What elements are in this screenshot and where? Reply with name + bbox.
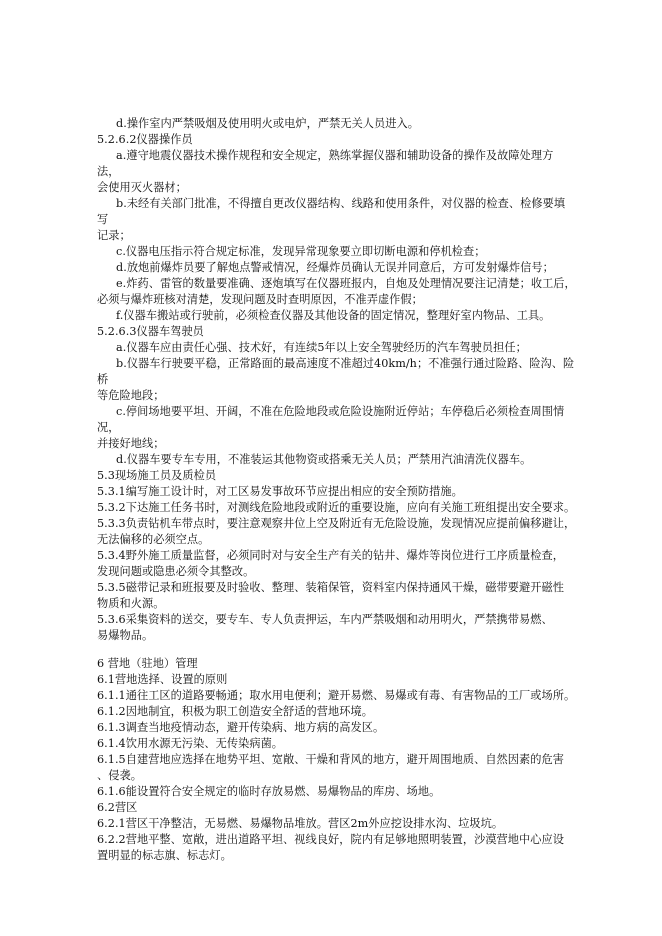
section-heading: 6.2营区 [97, 801, 138, 814]
text-line: a.遵守地震仪器技术操作规程和安全规定，熟练掌握仪器和辅助设备的操作及故障处理方 [116, 149, 554, 162]
text-line: 6.1.6能设置符合安全规定的临时存放易燃、易爆物品的库房、场地。 [97, 785, 441, 798]
text-line: 必须与爆炸班核对清楚，发现问题及时查明原因，不准弄虚作假； [97, 293, 423, 306]
text-line: 5.3.5磁带记录和班报要及时验收、整理、装箱保管，资料室内保持通风干燥，磁带要避开磁性 [97, 581, 564, 594]
text-line: 5.3.4野外施工质量监督，必须同时对与安全生产有关的钻井、爆炸等岗位进行工序质量检查， [97, 549, 564, 562]
text-line: 桥 [97, 373, 109, 386]
section-heading: 5.2.6.2仪器操作员 [97, 133, 193, 146]
text-line: 5.3.3负责钻机车带点时，要注意观察井位上空及附近有无危险设施，发现情况应提前偏移避让， [97, 517, 576, 530]
text-line: 物质和火源。 [97, 597, 165, 610]
text-line: 况， [97, 421, 120, 434]
text-line: d.操作室内严禁吸烟及使用明火或电炉，严禁无关人员进入。 [116, 117, 419, 130]
text-line: 6.1.3调查当地疫情动态，避开传染病、地方病的高发区。 [97, 721, 385, 734]
text-line: c.仪器电压指示符合规定标准，发现异常现象要立即切断电源和停机检查； [116, 245, 486, 258]
text-line: b.未经有关部门批准，不得擅自更改仪器结构、线路和使用条件，对仪器的检查、检修要填 [116, 197, 566, 210]
chapter-heading: 6 营地（驻地）管理 [97, 657, 198, 670]
text-line: 6.2.1营区干净整洁，无易燃、易爆物品堆放。营区2m外应挖设排水沟、垃圾坑。 [97, 817, 504, 830]
text-line: 记录； [97, 229, 131, 242]
section-heading: 5.3现场施工员及质检员 [97, 469, 217, 482]
text-line: 6.1.1通往工区的道路要畅通；取水用电便利；避开易燃、易爆或有毒、有害物品的工厂或场所。 [97, 689, 576, 702]
text-line: 并接好地线； [97, 437, 165, 450]
text-line: 会使用灭火器材； [97, 181, 187, 194]
text-line: 无法偏移的必须空点。 [97, 533, 210, 546]
text-line: 发现问题或隐患必须令其整改。 [97, 565, 255, 578]
section-heading: 5.2.6.3仪器车驾驶员 [97, 325, 204, 338]
text-line: 6.2.2营地平整、宽敞，进出道路平坦、视线良好，院内有足够地照明装置，沙漠营地中心应设 [97, 833, 564, 846]
text-line: 6.1.4饮用水源无污染、无传染病菌。 [97, 737, 284, 750]
text-line: 法， [97, 165, 120, 178]
text-line: 6.1.5自建营地应选择在地势平坦、宽敞、干燥和背风的地方，避开周围地质、自然因素的危害 [97, 753, 564, 766]
text-line: 5.3.6采集资料的送交，要专车、专人负责押运，车内严禁吸烟和动用明火，严禁携带易燃、 [97, 613, 553, 626]
text-line: f.仪器车搬站或行驶前，必须检查仪器及其他设备的固定情况，整理好室内物品、工具。 [116, 309, 551, 322]
text-line: 6.1.2因地制宜，积极为职工创造安全舒适的营地环境。 [97, 705, 373, 718]
text-line: d.放炮前爆炸员要了解炮点警戒情况，经爆炸员确认无误并同意后，方可发射爆炸信号； [116, 261, 554, 274]
text-line: c.停间场地要平坦、开阔，不准在危险地段或危险设施附近停站；车停稳后必须检查周围情 [116, 405, 565, 418]
text-line: 5.3.2下达施工任务书时，对测线危险地段或附近的重要设施，应向有关施工班组提出安全要求。 [97, 501, 576, 514]
text-line: b.仪器车行驶要平稳，正常路面的最高速度不准超过40km/h；不准强行通过险路、险沟、险 [116, 357, 575, 370]
text-line: a.仪器车应由责任心强、技术好，有连续5年以上安全驾驶经历的汽车驾驶员担任； [116, 341, 527, 354]
text-line: 、侵袭。 [97, 769, 142, 782]
text-line: 等危险地段； [97, 389, 165, 402]
text-line: 易爆物品。 [97, 629, 154, 642]
text-line: 写 [97, 213, 109, 226]
section-heading: 6.1营地选择、设置的原则 [97, 673, 228, 686]
text-line: d.仪器车要专车专用，不准装运其他物资或搭乘无关人员；严禁用汽油清洗仪器车。 [116, 453, 532, 466]
text-line: e.炸药、雷管的数量要准确、逐炮填写在仪器班报内，自炮及处理情况要注记清楚；收工后， [116, 277, 576, 290]
text-line: 置明显的标志旗、标志灯。 [97, 849, 232, 862]
text-line: 5.3.1编写施工设计时，对工区易发事故环节应提出相应的安全预防措施。 [97, 485, 463, 498]
